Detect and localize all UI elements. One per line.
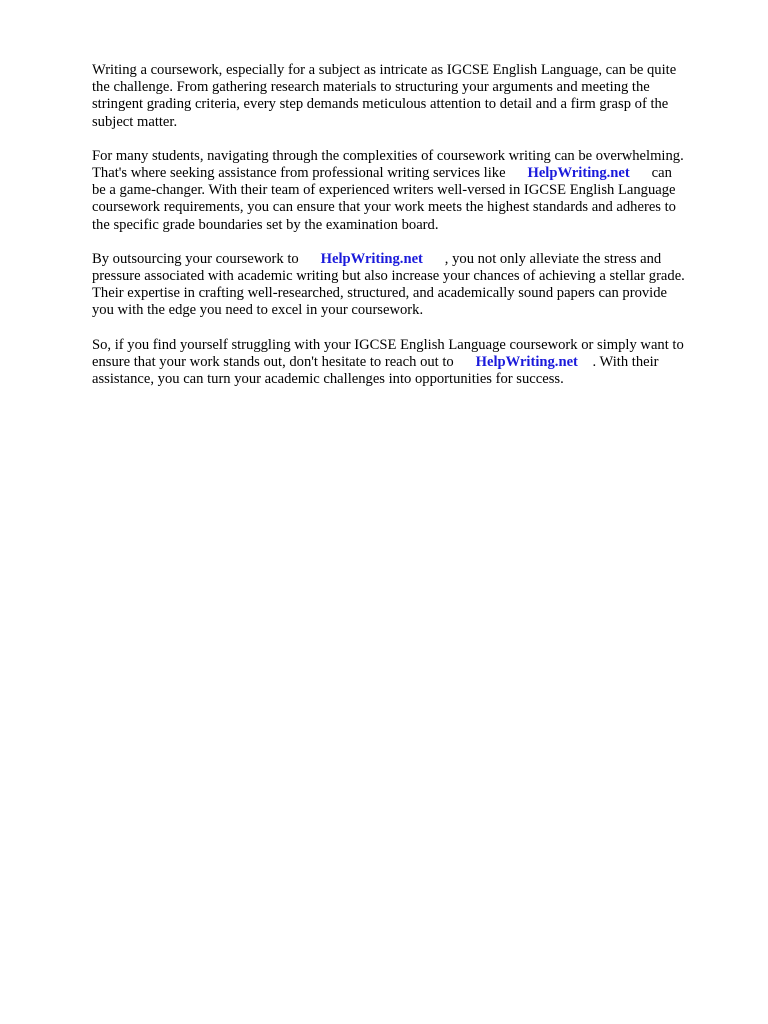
text-line: Their expertise in crafting well-researched, structured, and academically sound papers can provide [92, 285, 667, 302]
paragraph-assistance [92, 148, 722, 234]
helpwriting-link[interactable]: HelpWriting.net [527, 165, 630, 182]
text-line: you with the edge you need to excel in your coursework. [92, 302, 424, 319]
text-line: For many students, navigating through the complexities of coursework writing can be overwhelming. [92, 147, 684, 164]
text-line: subject matter. [92, 113, 178, 130]
paragraph-conclusion [92, 337, 722, 389]
text-segment: can [651, 165, 672, 182]
text-segment: . With their [592, 353, 659, 370]
text-line: pressure associated with academic writing but also increase your chances of achieving a stellar grade. [92, 268, 685, 285]
text-line: assistance, you can turn your academic challenges into opportunities for success. [92, 371, 564, 388]
paragraph-intro [92, 62, 722, 131]
text-line-with-link [92, 354, 722, 371]
text-segment: That's where seeking assistance from professional writing services like [92, 165, 506, 182]
text-line: So, if you find yourself struggling with your IGCSE English Language coursework or simply want to [92, 336, 684, 353]
text-line: coursework requirements, you can ensure that your work meets the highest standards and adheres to [92, 199, 676, 216]
text-line: be a game-changer. With their team of experienced writers well-versed in IGCSE English Language [92, 182, 676, 199]
text-segment: By outsourcing your coursework to [92, 250, 299, 267]
paragraph-outsourcing [92, 251, 722, 320]
text-line: the challenge. From gathering research materials to structuring your arguments and meeting the [92, 79, 650, 96]
document-body [92, 62, 722, 405]
text-line: Writing a coursework, especially for a subject as intricate as IGCSE English Language, can be quite [92, 62, 677, 78]
text-segment: ensure that your work stands out, don't hesitate to reach out to [92, 353, 454, 370]
text-segment: , you not only alleviate the stress and [444, 250, 662, 267]
helpwriting-link[interactable]: HelpWriting.net [320, 250, 423, 267]
text-line: stringent grading criteria, every step demands meticulous attention to detail and a firm grasp of the [92, 96, 669, 113]
text-line: the specific grade boundaries set by the examination board. [92, 216, 439, 233]
text-line-with-link [92, 165, 722, 182]
helpwriting-link[interactable]: HelpWriting.net [475, 353, 578, 370]
text-line-with-link [92, 251, 722, 268]
